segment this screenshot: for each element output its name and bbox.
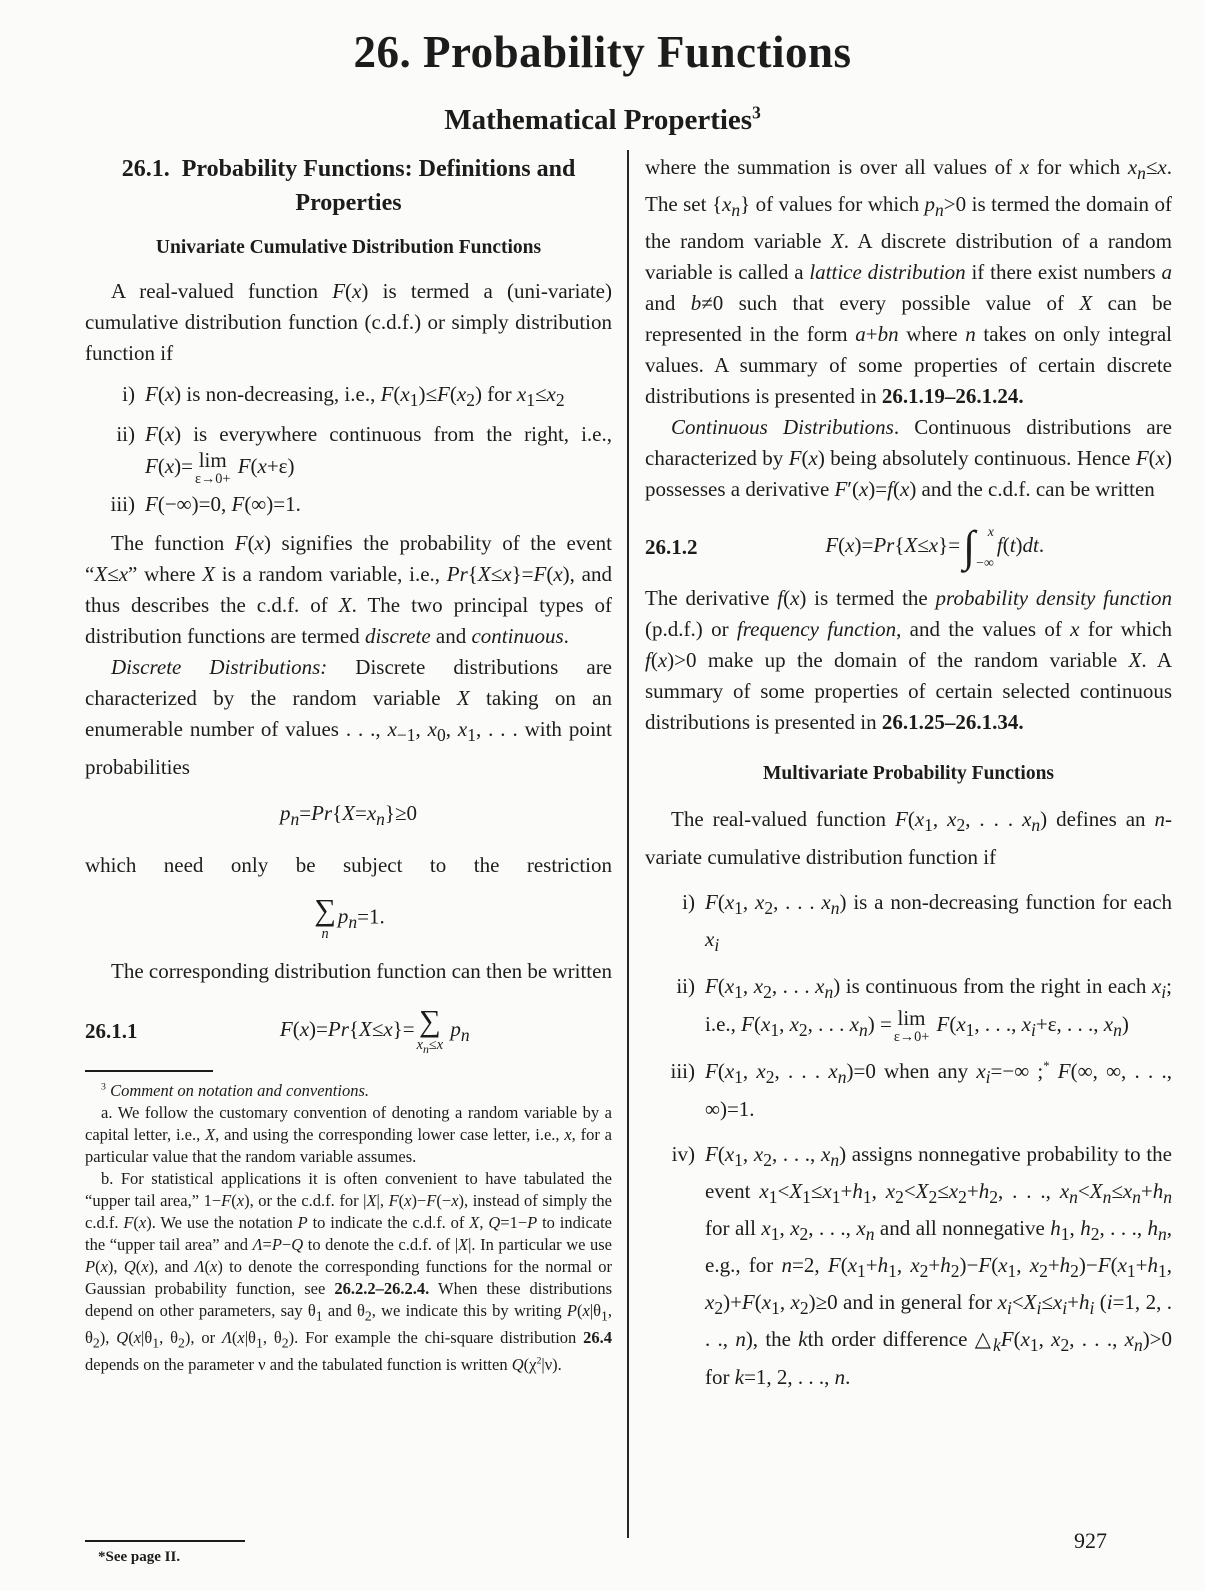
paragraph-continuous-distributions: Continuous Distributions. Continuous distributions are characterized by F(x) being absolutely continuous. Hence F(x) possesses a derivative F′(x)=f(x) and the c.d.f. can be written	[645, 415, 1172, 502]
equation-number: 26.1.2	[645, 534, 698, 559]
right-column	[645, 152, 1172, 1401]
page-subtitle: Mathematical Properties$^3$	[444, 102, 761, 136]
paragraph-cdf-intro: A real-valued function F(x) is termed a (uni-variate) cumulative distribution function (c.d.f.) or simply distribution function if	[85, 279, 612, 365]
footnote-separator	[85, 1070, 213, 1072]
condition-text: F(−∞)=0, F(∞)=1.	[145, 492, 301, 517]
cdf-condition-ii	[85, 419, 612, 486]
mv-condition-ii	[645, 971, 1172, 1046]
footnote-item-b: b. For statistical applications it is often convenient to have tabulated the “upper tail area,” 1−F(x), or the c.d.f. for |X|, F(x)−F(−x), instead of simply the c.d.f. F(x). We use the notation P to indicate the c.d.f. of X, Q=1−P to indicate the “upper tail area” and Λ=P−Q to denote the c.d.f. of |X|. In particular we use P(x), Q(x), and Λ(x) to denote the corresponding functions for the normal or Gaussian probability function, see 26.2.2–26.2.4. When these distributions depend on other parameters, say $\theta_1$ and $\theta_2$, we indicate this by writing $P(x|\theta_1$, $\theta_2$), $Q(x|\theta_1$, $\theta_2$), or $\Lambda(x|\theta_1$, $\theta_2$). For example the chi-square distribution 26.4 depends on the parameter ν and the tabulated function is written $Q(\chi^2|\nu)$.	[85, 1168, 613, 1375]
cdf-condition-i	[85, 379, 612, 416]
condition-marker: iv)	[671, 1141, 695, 1166]
condition-text: $F(x_1$, $x_2$, . . . $x_n$) is continuous from the right in each $x_i$; i.e., $F(x_1$, $x_2$, . . . $x_n) = \lim$ ε→0+ $F(x_1$, . . ., $x_i+\varepsilon$, . . ., $x_n$)	[705, 974, 1173, 1046]
condition-text: $F(x_1$, $x_2$, . . . $x_n)=0$ when any $x_i=-\infty$ ;* F(∞, ∞, . . ., ∞)=1.	[705, 1059, 1172, 1121]
mv-condition-iii	[645, 1056, 1172, 1124]
equation-26-1-2	[645, 522, 1172, 572]
paragraph-derivative-pdf: The derivative f(x) is termed the probability density function (p.d.f.) or frequency function, and the values of x for which f(x)>0 make up the domain of the random variable X. A summary of some properties of certain selected continuous distributions is presented in 26.1.25–26.1.34.	[645, 586, 1173, 735]
equation-number: 26.1.1	[85, 1018, 138, 1043]
subheading-univariate-cdf: Univariate Cumulative Distribution Functions	[155, 237, 542, 258]
equation-body: F(x)=Pr{X≤x}= ∑ $x_n\le x$ $p_n$	[279, 1004, 470, 1056]
page-number: 927	[1074, 1528, 1107, 1553]
section-heading-26-1: 26.1. Probability Functions: Definitions and Properties	[121, 156, 576, 216]
cdf-condition-iii	[85, 489, 612, 520]
equation-body: F(x)=Pr{X≤x}= ∫ x −∞ f(t)dt.	[825, 522, 1045, 572]
condition-text: F(x) is non-decreasing, i.e., $F(x_1)\le F(x_2)$ for $x_1\le x_2$	[145, 382, 565, 411]
mv-condition-iv	[645, 1139, 1172, 1393]
condition-marker: iii)	[670, 1059, 695, 1084]
paragraph-cdf-signifies: The function F(x) signifies the probability of the event “X≤x” where X is a random variable, i.e., Pr{X≤x}=F(x), and thus describes the c.d.f. of X. The two principal types of distribution functions are termed discrete and continuous.	[85, 531, 613, 649]
condition-text: F(x) is everywhere continuous from the right, i.e., F(x)= lim ε→0+ F(x+ε)	[145, 422, 612, 488]
subheading-multivariate: Multivariate Probability Functions	[762, 763, 1055, 785]
left-column	[85, 152, 612, 1376]
column-divider	[627, 150, 629, 1538]
paragraph-summation-domain: where the summation is over all values of x for which $x_n\le x$. The set $\{x_n\}$ of values for which $p_n>0$ is termed the domain of the random variable X. A discrete distribution of a random variable is called a lattice distribution if there exist numbers a and b≠0 such that every possible value of X can be represented in the form a+bn where n takes on only integral values. A summary of some properties of certain discrete distributions is presented in 26.1.19–26.1.24.	[645, 155, 1173, 409]
mv-condition-i	[645, 887, 1172, 961]
condition-marker: ii)	[676, 974, 695, 999]
paragraph-discrete-distributions: Discrete Distributions: Discrete distributions are characterized by the random variable X taking on an enumerable number of values . . ., $x_{-1}$, $x_0$, $x_1$, . . . with point probabilities	[85, 655, 613, 779]
paragraph-multivariate-intro: The real-valued function $F(x_1$, $x_2$, . . . $x_n$) defines an n-variate cumulative distribution function if	[645, 807, 1172, 869]
cdf-condition-list	[85, 379, 612, 520]
chapter-title: 26. Probability Functions	[353, 27, 852, 77]
footnote-item-a: a. We follow the customary convention of denoting a random variable by a capital letter, i.e., X, and using the corresponding lower case letter, i.e., x, for a particular value that the random variable assumes.	[85, 1102, 612, 1166]
condition-marker: i)	[682, 889, 695, 914]
condition-marker: ii)	[116, 422, 135, 447]
footnote-3	[85, 1080, 612, 1377]
multivariate-condition-list	[645, 887, 1172, 1393]
see-note-separator	[85, 1540, 245, 1542]
paragraph-restriction: which need only be subject to the restriction	[85, 852, 612, 877]
equation-point-probability: $p_n=Pr\{X=x_n\}\ge 0$	[279, 800, 418, 829]
see-page-note: *See page II.	[98, 1549, 181, 1565]
condition-marker: iii)	[110, 492, 135, 517]
equation-26-1-1	[85, 1004, 612, 1056]
footnote-heading: $^3$ Comment on notation and conventions.	[101, 1080, 369, 1100]
equation-sum-restriction: ∑ n $p_n=1$.	[314, 892, 385, 942]
condition-marker: i)	[122, 382, 135, 406]
paragraph-corresponding: The corresponding distribution function can then be written	[111, 959, 612, 984]
condition-text: $F(x_1$, $x_2$, . . . $x_n$) is a non-decreasing function for each $x_i$	[705, 889, 1173, 956]
condition-text: $F(x_1$, $x_2$, . . ., $x_n$) assigns nonnegative probability to the event $x_1<X_1\le x_1+h_1$, $x_2<X_2\le x_2+h_2$, . . ., $x_n<X_n\le x_n+h_n$ for all $x_1$, $x_2$, . . ., $x_n$ and all nonnegative $h_1$, $h_2$, . . ., $h_n$, e.g., for n=2, $F(x_1+h_1$, $x_2+h_2)-F(x_1$, $x_2+h_2)-F(x_1+h_1$, $x_2)+F(x_1$, $x_2)\ge 0$ and in general for $x_i<X_i\le x_i+h_i$ (i=1, 2, . . ., n), the kth order difference $\triangle_kF(x_1$, $x_2$, . . ., $x_n)>0$ for k=1, 2, . . ., n.	[705, 1141, 1173, 1389]
